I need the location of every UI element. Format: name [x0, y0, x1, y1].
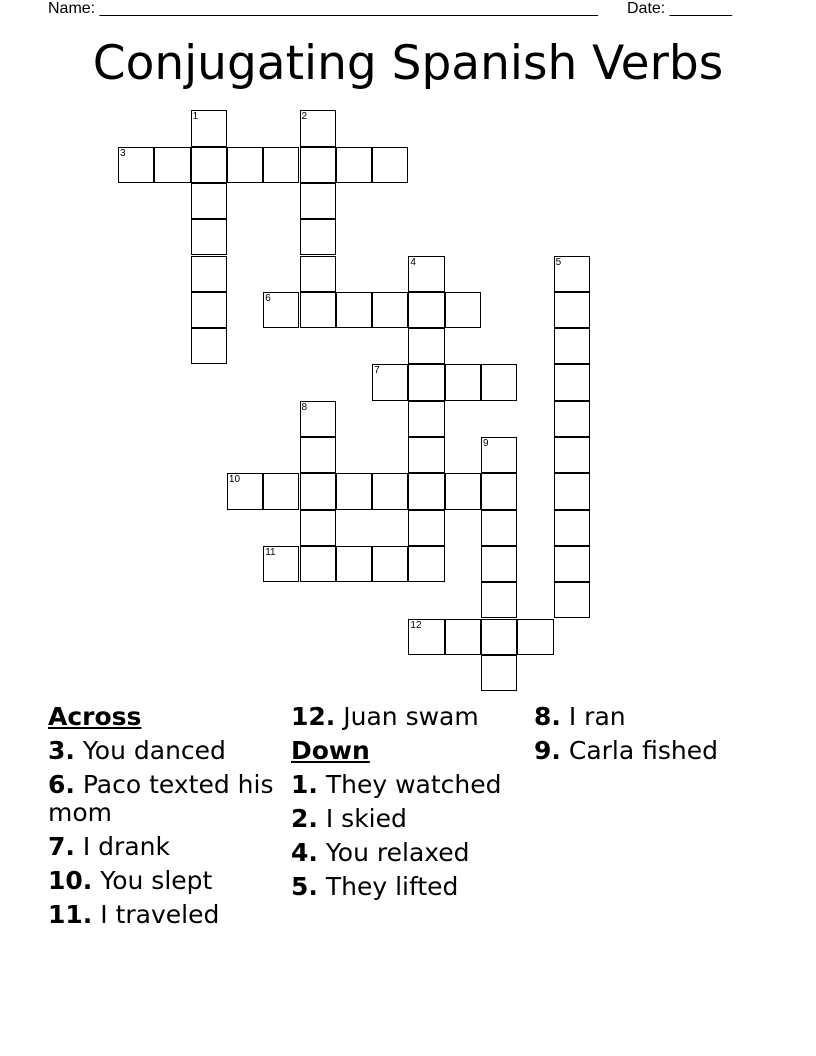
clue-text: They watched — [325, 770, 502, 799]
grid-cell[interactable] — [481, 619, 517, 655]
clue-item — [48, 737, 283, 765]
clue-item — [534, 737, 769, 765]
grid-cell[interactable] — [191, 183, 227, 219]
grid-cell[interactable] — [554, 582, 590, 618]
clue-number: 12. — [291, 702, 336, 731]
grid-cell[interactable] — [445, 364, 481, 400]
clue-text: I skied — [325, 804, 407, 833]
clue-number: 2. — [291, 804, 318, 833]
clue-text: Juan swam — [343, 702, 479, 731]
grid-cell[interactable] — [191, 328, 227, 364]
clue-text: Carla fished — [568, 736, 718, 765]
grid-cell[interactable] — [191, 110, 227, 146]
clue-item — [291, 873, 526, 901]
grid-cell[interactable] — [372, 292, 408, 328]
clue-number: 1 — [192, 111, 199, 123]
grid-cell[interactable] — [481, 437, 517, 473]
grid-cell[interactable] — [300, 437, 336, 473]
down-heading: Down — [291, 736, 370, 765]
clue-number: 5. — [291, 872, 318, 901]
grid-cell[interactable] — [300, 256, 336, 292]
clue-text: You danced — [82, 736, 226, 765]
grid-cell[interactable] — [336, 473, 372, 509]
grid-cell[interactable] — [481, 510, 517, 546]
grid-cell[interactable] — [263, 473, 299, 509]
clue-item — [534, 703, 769, 731]
grid-cell[interactable] — [191, 292, 227, 328]
clue-number: 9 — [483, 438, 489, 449]
clue-text: They lifted — [325, 872, 459, 901]
clue-number: 6. — [48, 770, 75, 799]
grid-cell[interactable] — [372, 473, 408, 509]
clue-text: I traveled — [100, 900, 220, 929]
clue-column-1 — [48, 703, 283, 935]
clue-number: 12 — [410, 619, 422, 631]
grid-cell[interactable] — [481, 364, 517, 400]
grid-cell[interactable] — [408, 619, 444, 655]
clue-number: 7. — [48, 832, 75, 861]
grid-cell[interactable] — [300, 147, 336, 183]
date-line: Date: _______ — [627, 0, 732, 17]
grid-cell[interactable] — [445, 619, 481, 655]
clue-text: I ran — [568, 702, 626, 731]
grid-cell[interactable] — [191, 147, 227, 183]
clue-number: 7 — [374, 365, 380, 377]
grid-cell[interactable] — [554, 292, 590, 328]
grid-cell[interactable] — [554, 473, 590, 509]
grid-cell[interactable] — [408, 256, 444, 292]
grid-cell[interactable] — [191, 256, 227, 292]
grid-cell[interactable] — [554, 546, 590, 582]
clue-item — [291, 805, 526, 833]
clue-text: You slept — [100, 866, 213, 895]
clue-number: 4. — [291, 838, 318, 867]
clue-number: 6 — [265, 292, 271, 304]
clue-item — [48, 833, 283, 861]
grid-cell[interactable] — [445, 292, 481, 328]
grid-cell[interactable] — [300, 183, 336, 219]
grid-cell[interactable] — [300, 510, 336, 546]
grid-cell[interactable] — [554, 364, 590, 400]
clue-number: 8. — [534, 702, 561, 731]
grid-cell[interactable] — [336, 147, 372, 183]
grid-cell[interactable] — [263, 292, 299, 328]
clue-number: 5 — [555, 256, 562, 268]
grid-cell[interactable] — [372, 364, 408, 400]
name-line: Name: ________________________________________________________ — [48, 0, 598, 17]
grid-cell[interactable] — [300, 219, 336, 255]
clue-item — [48, 901, 283, 929]
grid-cell[interactable] — [408, 510, 444, 546]
grid-cell[interactable] — [408, 473, 444, 509]
grid-cell[interactable] — [263, 546, 299, 582]
clue-item — [291, 771, 526, 799]
grid-cell[interactable] — [481, 655, 517, 691]
clue-item — [48, 867, 283, 895]
clue-number: 4 — [410, 256, 416, 268]
grid-cell[interactable] — [408, 401, 444, 437]
grid-cell[interactable] — [227, 147, 263, 183]
grid-cell[interactable] — [554, 401, 590, 437]
clue-number: 3 — [120, 147, 126, 159]
grid-cell[interactable] — [408, 292, 444, 328]
grid-cell[interactable] — [554, 437, 590, 473]
grid-cell[interactable] — [554, 256, 590, 292]
clue-number: 9. — [534, 736, 561, 765]
clue-text: I drank — [82, 832, 170, 861]
grid-cell[interactable] — [517, 619, 553, 655]
grid-cell[interactable] — [300, 401, 336, 437]
clue-text: Paco texted his mom — [48, 770, 274, 827]
clue-number: 8 — [301, 401, 308, 413]
page-title: Conjugating Spanish Verbs — [92, 36, 724, 91]
grid-cell[interactable] — [300, 473, 336, 509]
grid-cell[interactable] — [408, 328, 444, 364]
grid-cell[interactable] — [227, 473, 263, 509]
grid-cell[interactable] — [118, 147, 154, 183]
grid-cell[interactable] — [408, 546, 444, 582]
clue-number: 2 — [301, 111, 308, 123]
clue-number: 1. — [291, 770, 318, 799]
clue-item — [291, 839, 526, 867]
grid-cell[interactable] — [481, 582, 517, 618]
grid-cell[interactable] — [300, 292, 336, 328]
grid-cell[interactable] — [263, 147, 299, 183]
clue-item — [291, 703, 526, 731]
grid-cell[interactable] — [481, 546, 517, 582]
clue-number: 11 — [265, 546, 276, 558]
grid-cell[interactable] — [481, 473, 517, 509]
clue-number: 10 — [228, 474, 241, 486]
clue-item — [48, 771, 283, 827]
grid-cell[interactable] — [408, 364, 444, 400]
grid-cell[interactable] — [372, 546, 408, 582]
clue-number: 3. — [48, 736, 75, 765]
grid-cell[interactable] — [300, 546, 336, 582]
across-heading: Across — [48, 702, 142, 731]
grid-cell[interactable] — [336, 546, 372, 582]
grid-cell[interactable] — [300, 110, 336, 146]
grid-cell[interactable] — [336, 292, 372, 328]
clue-column-2 — [291, 703, 526, 907]
grid-cell[interactable] — [372, 147, 408, 183]
clue-number: 10. — [48, 866, 93, 895]
grid-cell[interactable] — [191, 219, 227, 255]
clue-text: You relaxed — [325, 838, 470, 867]
grid-cell[interactable] — [445, 473, 481, 509]
clue-number: 11. — [48, 900, 93, 929]
grid-cell[interactable] — [408, 437, 444, 473]
grid-cell[interactable] — [554, 328, 590, 364]
grid-cell[interactable] — [154, 147, 190, 183]
clue-column-3 — [534, 703, 769, 771]
grid-cell[interactable] — [554, 510, 590, 546]
